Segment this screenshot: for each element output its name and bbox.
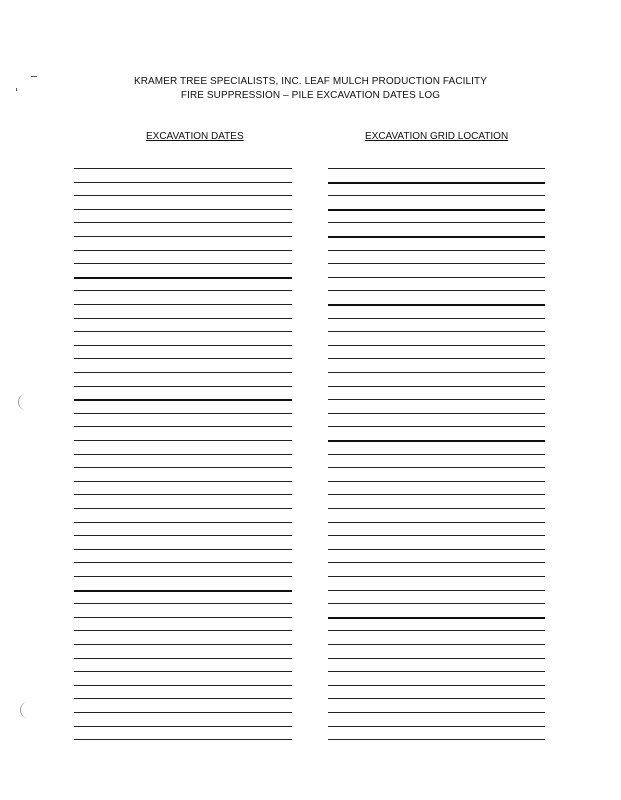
entry-line (328, 345, 545, 346)
entry-line (74, 630, 292, 631)
entry-line (328, 549, 545, 550)
binder-hole-mark (18, 394, 33, 410)
entry-line (328, 617, 545, 619)
entry-line (74, 617, 292, 618)
entry-line (328, 168, 545, 169)
entry-line (74, 726, 292, 727)
entry-line (74, 494, 292, 495)
entry-line (74, 508, 292, 509)
entry-line (74, 290, 292, 291)
entry-line (328, 399, 545, 400)
scan-speck (16, 88, 17, 91)
entry-line (74, 685, 292, 686)
entry-line (74, 209, 292, 210)
entry-line (74, 603, 292, 604)
entry-line (328, 671, 545, 672)
entry-line (328, 290, 545, 291)
entry-line (328, 494, 545, 495)
entry-line (328, 481, 545, 482)
entry-line (328, 304, 545, 306)
entry-line (328, 454, 545, 455)
excavation-grid-location-heading: EXCAVATION GRID LOCATION (365, 131, 509, 142)
entry-line (74, 304, 292, 305)
entry-line (328, 508, 545, 509)
entry-line (74, 182, 292, 183)
entry-line (74, 481, 292, 482)
entry-line (328, 263, 545, 264)
entry-line (74, 318, 292, 319)
document-subtitle: FIRE SUPPRESSION – PILE EXCAVATION DATES LOG (180, 90, 441, 101)
scan-speck (31, 76, 37, 77)
entry-line (328, 250, 545, 251)
entry-line (74, 522, 292, 523)
binder-hole-mark (20, 702, 35, 718)
entry-line (328, 658, 545, 659)
entry-line (328, 413, 545, 414)
entry-line (74, 535, 292, 536)
entry-line (74, 576, 292, 577)
entry-line (74, 426, 292, 427)
excavation-dates-column (74, 0, 292, 800)
entry-line (328, 372, 545, 373)
entry-line (74, 590, 292, 592)
excavation-dates-heading: EXCAVATION DATES (146, 131, 244, 142)
entry-line (328, 603, 545, 604)
entry-line (328, 562, 545, 563)
entry-line (74, 331, 292, 332)
entry-line (328, 467, 545, 468)
entry-line (74, 236, 292, 237)
entry-line (74, 549, 292, 550)
entry-line (328, 739, 545, 740)
entry-line (328, 522, 545, 523)
entry-line (328, 698, 545, 699)
entry-line (74, 562, 292, 563)
entry-line (74, 250, 292, 251)
entry-line (74, 413, 292, 414)
entry-line (74, 277, 292, 279)
entry-line (74, 372, 292, 373)
entry-line (328, 685, 545, 686)
entry-line (74, 698, 292, 699)
entry-line (328, 630, 545, 631)
excavation-grid-location-column (328, 0, 545, 800)
entry-line (328, 236, 545, 238)
entry-line (74, 454, 292, 455)
entry-line (74, 263, 292, 264)
entry-line (74, 222, 292, 223)
entry-line (74, 658, 292, 659)
entry-line (74, 386, 292, 387)
entry-line (74, 399, 292, 401)
entry-line (74, 467, 292, 468)
entry-line (328, 590, 545, 591)
entry-line (328, 358, 545, 359)
entry-line (74, 358, 292, 359)
entry-line (74, 168, 292, 169)
entry-line (328, 386, 545, 387)
entry-line (328, 726, 545, 727)
entry-line (328, 195, 545, 196)
entry-line (328, 426, 545, 427)
entry-line (328, 440, 545, 442)
entry-line (74, 712, 292, 713)
entry-line (328, 535, 545, 536)
entry-line (74, 440, 292, 441)
document-title: KRAMER TREE SPECIALISTS, INC. LEAF MULCH PRODUCTION FACILITY (133, 76, 488, 87)
entry-line (328, 277, 545, 278)
entry-line (328, 318, 545, 319)
entry-line (74, 195, 292, 196)
entry-line (74, 644, 292, 645)
entry-line (74, 739, 292, 740)
entry-line (328, 712, 545, 713)
entry-line (328, 222, 545, 223)
entry-line (74, 345, 292, 346)
entry-line (328, 576, 545, 577)
entry-line (328, 644, 545, 645)
entry-line (328, 182, 545, 184)
entry-line (328, 331, 545, 332)
entry-line (74, 671, 292, 672)
entry-line (328, 209, 545, 211)
